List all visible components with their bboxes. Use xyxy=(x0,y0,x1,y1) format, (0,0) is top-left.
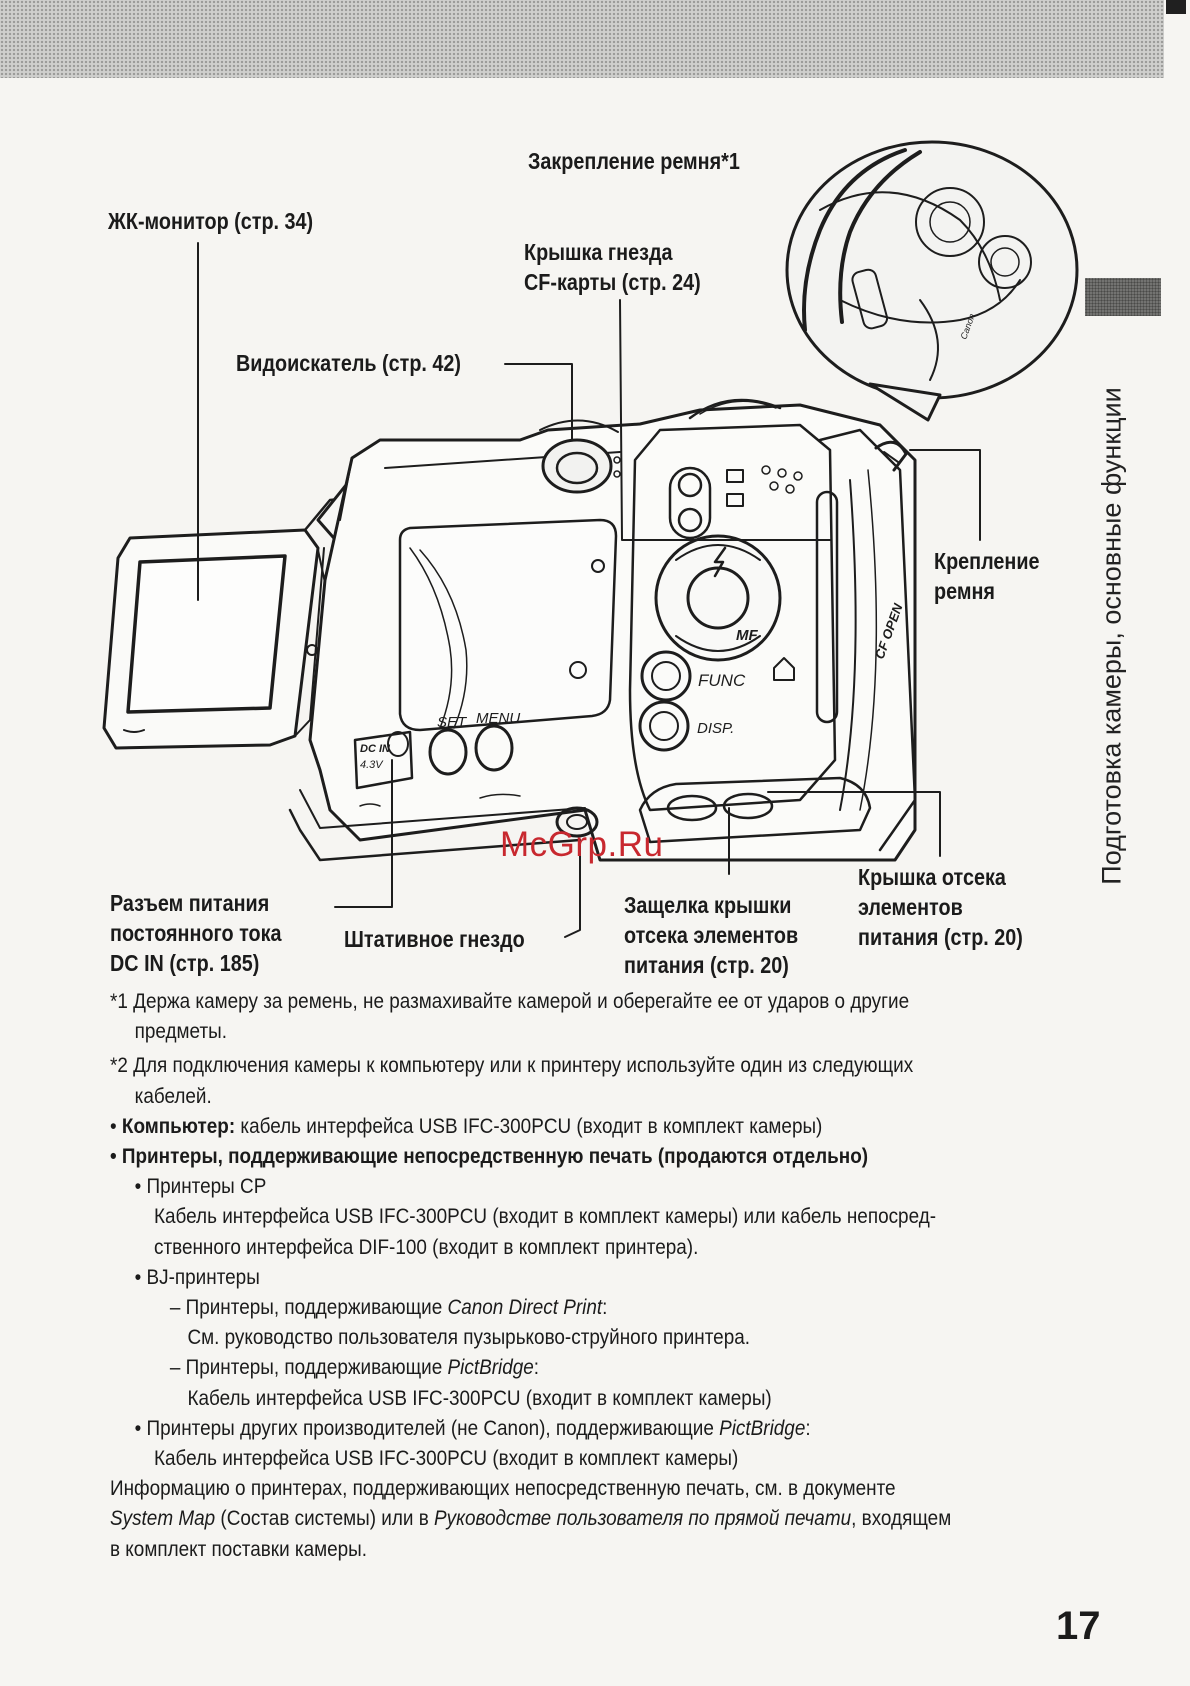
bj-pictbridge-text: Кабель интерфейса USB IFC-300PCU (входит в комплект камеры) xyxy=(187,1385,772,1410)
bullet-dot: • xyxy=(134,1264,147,1289)
callout-strap-mount-line2: ремня xyxy=(934,578,995,604)
computer-text: кабель интерфейса USB IFC-300PCU (входит в комплект камеры) xyxy=(240,1113,823,1138)
cf-open-mark: CF OPEN xyxy=(871,601,906,662)
callout-strap-mount-top: Закрепление ремня*1 xyxy=(528,148,740,174)
bullet-dot: • xyxy=(134,1415,147,1440)
bullet-direct-printers xyxy=(110,1141,1043,1171)
other-prefix: Принтеры других производителей (не Canon), поддерживающие xyxy=(146,1415,720,1440)
mf-mark: MF xyxy=(736,627,758,644)
info-end: , входящем xyxy=(851,1506,952,1531)
direct-printers-text: Принтеры, поддерживающие непосредственную печать (продаются отдельно) xyxy=(121,1144,869,1169)
info-line3: в комплект поставки камеры. xyxy=(110,1536,368,1561)
func-button-mark: FUNC xyxy=(698,671,746,690)
bj-printers-title: BJ-принтеры xyxy=(146,1264,260,1289)
bullet-dot: • xyxy=(110,1113,122,1138)
bj1-suffix: : xyxy=(602,1295,608,1320)
cp-printers-line1: Кабель интерфейса USB IFC-300PCU (входит в комплект камеры) или кабель непосред- xyxy=(154,1204,937,1229)
watermark: McGrp.Ru xyxy=(500,825,664,864)
callout-latch-line3: питания (стр. 20) xyxy=(624,952,789,978)
other-italic: PictBridge xyxy=(719,1415,806,1440)
other-suffix: : xyxy=(805,1415,811,1440)
info-line2 xyxy=(110,1503,1043,1533)
bullet-dot: • xyxy=(110,1144,122,1169)
info-line1: Информацию о принтерах, поддерживающих непосредственную печать, см. в документе xyxy=(110,1476,896,1501)
system-map-italic: System Map xyxy=(110,1506,216,1531)
callout-dc-in-line3: DC IN (стр. 185) xyxy=(110,950,260,976)
callout-tripod-socket: Штативное гнездо xyxy=(344,926,525,952)
callout-cf-cover-line2: CF-карты (стр. 24) xyxy=(524,269,701,295)
cp-printers-title: Принтеры CP xyxy=(146,1174,267,1199)
callout-latch-line1: Защелка крышки xyxy=(624,892,792,918)
set-button-mark: SET xyxy=(437,714,467,731)
bj2-suffix: : xyxy=(533,1355,540,1380)
callout-battery-cover-line3: питания (стр. 20) xyxy=(858,924,1023,950)
sub-bullet-cp xyxy=(110,1171,1043,1201)
sub-bullet-bj xyxy=(110,1262,1043,1292)
callout-dc-in-line2: постоянного тока xyxy=(110,920,282,946)
callout-viewfinder: Видоискатель (стр. 42) xyxy=(236,350,461,376)
disp-button-mark: DISP. xyxy=(697,720,735,737)
notes-section xyxy=(110,986,1043,1564)
bullet-computer xyxy=(110,1111,1043,1141)
callout-strap-mount-line1: Крепление xyxy=(934,548,1040,574)
bullet-dot: • xyxy=(134,1174,147,1199)
direct-print-guide-italic: Руководстве пользователя по прямой печати xyxy=(434,1506,852,1531)
footnote-1-line1: *1 Держа камеру за ремень, не размахивайте камерой и оберегайте ее от ударов о другие xyxy=(110,989,910,1013)
bj1-prefix: – Принтеры, поддерживающие xyxy=(169,1295,448,1320)
footnote-2-line1: *2 Для подключения камеры к компьютеру или к принтеру используйте один из следующих xyxy=(110,1053,914,1078)
bj1-italic: Canon Direct Print xyxy=(447,1295,603,1320)
section-side-title: Подготовка камеры, основные функции xyxy=(1096,387,1127,885)
cp-printers-line2: ственного интерфейса DIF-100 (входит в комплект принтера). xyxy=(154,1234,699,1259)
page-number: 17 xyxy=(1056,1604,1101,1648)
other-printers-text: Кабель интерфейса USB IFC-300PCU (входит в комплект камеры) xyxy=(154,1446,739,1471)
bj-direct-print-line xyxy=(110,1292,1043,1322)
bj2-italic: PictBridge xyxy=(447,1355,534,1380)
strap-inset-brand-mark: Canon xyxy=(958,312,977,341)
info-mid: (Состав системы) или в xyxy=(215,1506,435,1531)
callout-battery-cover-line1: Крышка отсека xyxy=(858,864,1006,890)
callout-dc-in-line1: Разъем питания xyxy=(110,890,270,916)
bj-direct-print-text: См. руководство пользователя пузырьково-струйного принтера. xyxy=(187,1325,751,1350)
callout-cf-cover-line1: Крышка гнезда xyxy=(524,239,673,265)
sub-bullet-other xyxy=(110,1413,1043,1443)
footnote-1-line2: предметы. xyxy=(134,1019,227,1044)
callout-battery-cover-line2: элементов xyxy=(858,894,963,920)
bj2-prefix: – Принтеры, поддерживающие xyxy=(169,1355,448,1380)
computer-label: Компьютер: xyxy=(121,1113,236,1138)
dc-in-mark: DC IN xyxy=(360,743,390,755)
menu-button-mark: MENU xyxy=(476,710,521,727)
bj-pictbridge-line xyxy=(110,1352,1043,1382)
footnote-2-line2: кабелей. xyxy=(134,1083,212,1108)
voltage-mark: 4.3V xyxy=(360,759,383,771)
callout-latch-line2: отсека элементов xyxy=(624,922,799,948)
callout-lcd-monitor: ЖК-монитор (стр. 34) xyxy=(108,208,314,234)
